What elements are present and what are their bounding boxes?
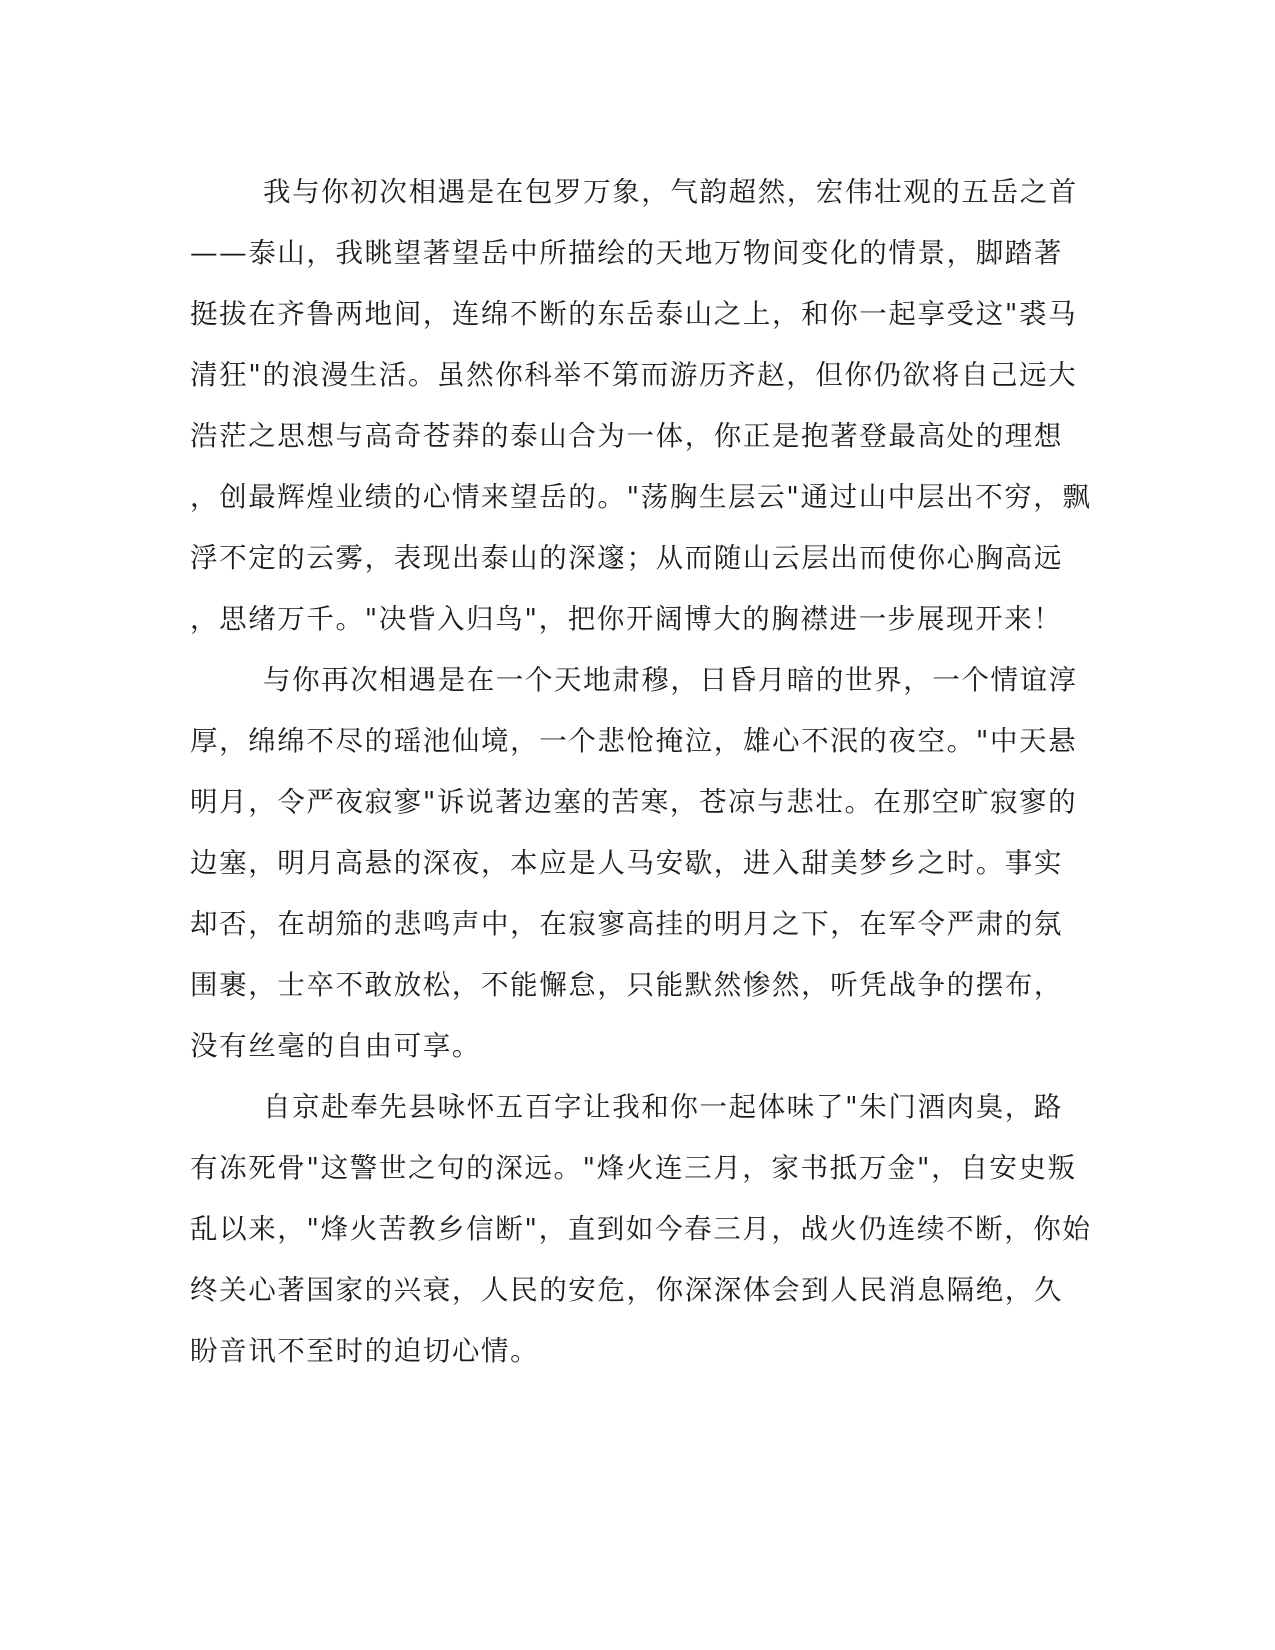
text-line: 乱以来，"烽火苦教乡信断"，直到如今春三月，战火仍连续不断，你始 [190,1213,1092,1245]
text-line: 挺拔在齐鲁两地间，连绵不断的东岳泰山之上，和你一起享受这"裘马 [190,298,1078,330]
text-line: 厚，绵绵不尽的瑶池仙境，一个悲怆掩泣，雄心不泯的夜空。"中天悬 [190,725,1078,757]
text-line: 边塞，明月高悬的深夜，本应是人马安歇，进入甜美梦乡之时。事实 [190,847,1063,879]
text-line: 没有丝毫的自由可享。 [190,1030,481,1062]
text-line: 围裹，士卒不敢放松，不能懈怠，只能默然惨然，听凭战争的摆布， [190,969,1063,1001]
text-line: 清狂"的浪漫生活。虽然你科举不第而游历齐赵，但你仍欲将自己远大 [190,359,1078,391]
text-line: ，创最辉煌业绩的心情来望岳的。"荡胸生层云"通过山中层出不穷，飘 [190,481,1092,513]
paragraph-2 [190,650,1090,1077]
paragraph-1 [190,162,1090,650]
paragraph-3 [190,1077,1090,1382]
text-line: 自京赴奉先县咏怀五百字让我和你一起体味了"朱门酒肉臭，路 [263,1091,1063,1123]
text-line: 终关心著国家的兴衰，人民的安危，你深深体会到人民消息隔绝，久 [190,1274,1063,1306]
text-line: ，思绪万千。"决眥入归鸟"，把你开阔博大的胸襟进一步展现开来！ [190,603,1063,635]
text-line: 盼音讯不至时的迫切心情。 [190,1335,540,1367]
text-line: 浮不定的云雾，表现出泰山的深邃；从而随山云层出而使你心胸高远 [190,542,1063,574]
text-line: ——泰山，我眺望著望岳中所描绘的天地万物间变化的情景，脚踏著 [190,237,1063,269]
text-line: 我与你初次相遇是在包罗万象，气韵超然，宏伟壮观的五岳之首 [263,176,1078,208]
body-text [190,162,1090,1382]
text-line: 明月，令严夜寂寥"诉说著边塞的苦寒，苍凉与悲壮。在那空旷寂寥的 [190,786,1078,818]
text-line: 浩茫之思想与高奇苍莽的泰山合为一体，你正是抱著登最高处的理想 [190,420,1063,452]
text-line: 却否，在胡笳的悲鸣声中，在寂寥高挂的明月之下，在军令严肃的氛 [190,908,1063,940]
text-line: 与你再次相遇是在一个天地肃穆，日昏月暗的世界，一个情谊淳 [263,664,1078,696]
text-line: 有冻死骨"这警世之句的深远。"烽火连三月，家书抵万金"，自安史叛 [190,1152,1077,1184]
